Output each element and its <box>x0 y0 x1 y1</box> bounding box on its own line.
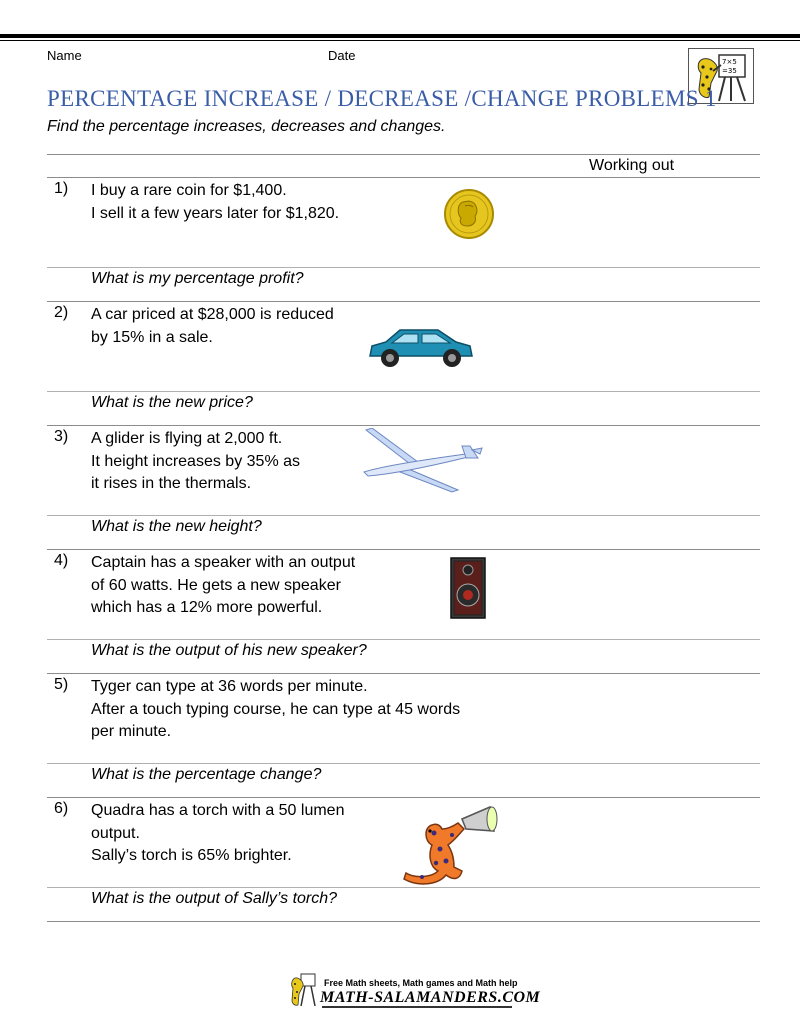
problem-2-number: 2) <box>54 304 69 321</box>
problem-3-question: What is the new height? <box>91 518 262 535</box>
rule-5-top <box>47 673 760 674</box>
footer-underline <box>322 1006 512 1008</box>
date-label: Date <box>328 48 356 63</box>
footer-salamander-icon <box>287 972 317 1008</box>
rule-2-mid <box>47 391 760 392</box>
problem-6-line: output. <box>91 824 140 842</box>
glider-icon <box>362 428 484 494</box>
logo-text-bottom: =35 <box>722 67 737 75</box>
rule-3-mid <box>47 515 760 516</box>
rule-2-top <box>47 301 760 302</box>
problem-4-line: of 60 watts. He gets a new speaker <box>91 576 341 594</box>
speaker-icon <box>450 557 486 619</box>
page-subtitle: Find the percentage increases, decreases and changes. <box>47 118 446 135</box>
problem-6-number: 6) <box>54 800 69 817</box>
working-out-label: Working out <box>589 157 675 174</box>
gold-coin-icon <box>443 188 495 240</box>
problem-6-question: What is the output of Sally’s torch? <box>91 890 338 907</box>
top-rule-thin <box>0 40 800 41</box>
rule-3-top <box>47 425 760 426</box>
problem-5-line: After a touch typing course, he can type at 45 words <box>91 700 461 718</box>
problem-1-question: What is my percentage profit? <box>91 270 304 287</box>
problem-3-line: it rises in the thermals. <box>91 475 252 492</box>
name-label: Name <box>47 48 82 63</box>
footer-tagline: Free Math sheets, Math games and Math help <box>324 978 518 988</box>
problem-5-line: Tyger can type at 36 words per minute. <box>91 678 368 695</box>
problem-2-line: by 15% in a sale. <box>91 328 213 346</box>
problem-3-number: 3) <box>54 428 69 445</box>
problem-3-line: A glider is flying at 2,000 ft. <box>91 430 283 447</box>
rule-header <box>47 154 760 155</box>
problem-4-line: which has a 12% more powerful. <box>91 599 323 616</box>
problem-3-line: It height increases by 35% as <box>91 452 301 470</box>
problem-4-number: 4) <box>54 552 69 569</box>
problem-5-text <box>91 676 511 744</box>
top-rule-thick <box>0 34 800 38</box>
rule-bottom <box>47 921 760 922</box>
car-icon <box>366 326 476 372</box>
problem-4-text <box>91 552 511 620</box>
problem-2-question: What is the new price? <box>91 394 253 411</box>
logo-text-top: 7×5 <box>722 58 737 66</box>
problem-6-line: Sally’s torch is 65% brighter. <box>91 847 292 864</box>
rule-4-top <box>47 549 760 550</box>
rule-5-mid <box>47 763 760 764</box>
problem-1-line: I buy a rare coin for $1,400. <box>91 182 287 199</box>
problem-1-line: I sell it a few years later for $1,820. <box>91 204 340 222</box>
rule-6-top <box>47 797 760 798</box>
rule-4-mid <box>47 639 760 640</box>
problem-2-line: A car priced at $28,000 is reduced <box>91 306 334 323</box>
rule-1-top <box>47 177 760 178</box>
problem-5-number: 5) <box>54 676 69 693</box>
rule-6-mid <box>47 887 760 888</box>
rule-1-mid <box>47 267 760 268</box>
problem-5-question: What is the percentage change? <box>91 766 322 783</box>
footer-site-name: MATH-SALAMANDERS.COM <box>320 989 541 1006</box>
problem-4-line: Captain has a speaker with an output <box>91 554 356 571</box>
problem-4-question: What is the output of his new speaker? <box>91 642 367 659</box>
page-title: PERCENTAGE INCREASE / DECREASE /CHANGE PROBLEMS 1 <box>47 86 717 111</box>
problem-5-line: per minute. <box>91 723 172 740</box>
problem-1-number: 1) <box>54 180 69 197</box>
problem-6-line: Quadra has a torch with a 50 lumen <box>91 802 345 819</box>
salamander-torch-icon <box>402 805 500 887</box>
